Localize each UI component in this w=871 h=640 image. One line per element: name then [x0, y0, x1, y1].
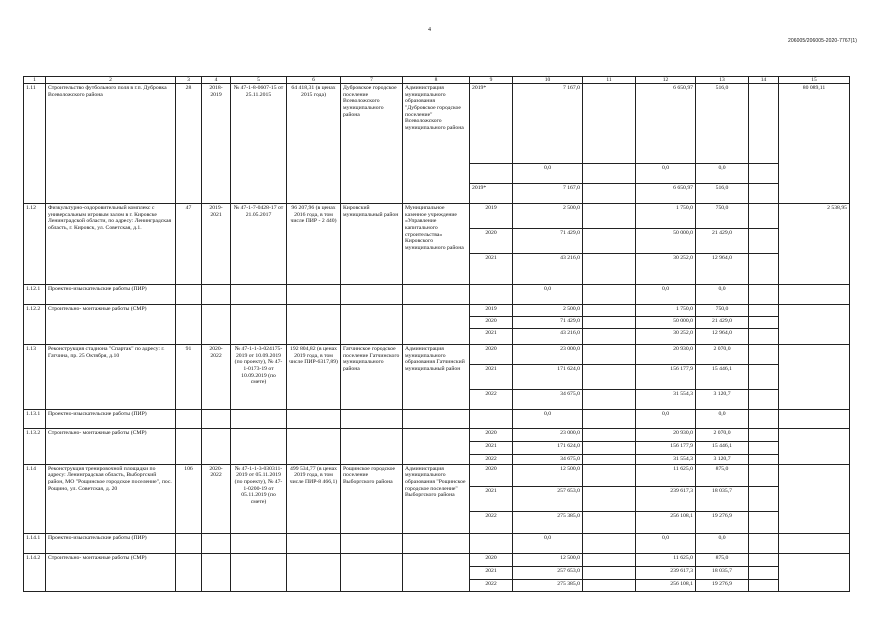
table-cell: 0,0 [636, 285, 696, 305]
table-cell: 2022 [470, 511, 513, 533]
table-cell [202, 285, 231, 305]
table-cell: 18 035,7 [696, 486, 749, 511]
table-cell: 171 624,0 [513, 365, 583, 390]
table-cell: 2020 [470, 345, 513, 365]
column-number: 13 [696, 77, 749, 84]
table-cell: Строительство футбольного поля в г.п. Дубровка Всеволожского района [46, 84, 176, 204]
table-cell: Реконструкция стадиона "Спартак" по адресу: г. Гатчина, пр. 25 Октября, д.10 [46, 345, 176, 410]
table-cell: 156 177,9 [636, 365, 696, 390]
table-cell [749, 164, 779, 184]
table-cell: 239 617,3 [636, 486, 696, 511]
column-number: 4 [202, 77, 231, 84]
table-cell: 1.12.1 [24, 285, 46, 305]
table-cell: 6 650,97 [636, 84, 696, 164]
table-cell: 2020-2022 [202, 464, 231, 533]
table-cell [583, 566, 636, 579]
table-cell: Проектно-изыскательские работы (ПИР) [46, 533, 176, 553]
table-cell [583, 410, 636, 429]
table-cell: 1.14.2 [24, 553, 46, 591]
table-cell [583, 464, 636, 486]
table-cell: 2019-2021 [202, 204, 231, 285]
table-cell: 47 [176, 204, 202, 285]
table-cell: 2020-2022 [202, 345, 231, 410]
table-cell: 23 000,0 [513, 345, 583, 365]
table-cell: 1.14.1 [24, 533, 46, 553]
table-cell: 1.11 [24, 84, 46, 204]
table-cell: 2 500,0 [513, 204, 583, 229]
column-number: 11 [583, 77, 636, 84]
table-cell: Проектно-изыскательские работы (ПИР) [46, 410, 176, 429]
table-cell: 50 000,0 [636, 317, 696, 329]
table-cell [202, 410, 231, 429]
table-cell: 21 429,0 [696, 317, 749, 329]
table-cell [341, 553, 403, 591]
table-cell: 192 804,82 (в ценах 2019 года, в том числе ПИР-6317,89) [287, 345, 341, 410]
table-cell: 275 385,0 [513, 511, 583, 533]
table-cell [749, 579, 779, 591]
table-cell [176, 285, 202, 305]
table-cell [176, 553, 202, 591]
table-cell: Строительно- монтажные работы (СМР) [46, 305, 176, 345]
table-cell [779, 464, 850, 533]
table-cell [779, 345, 850, 410]
table-cell [749, 285, 779, 305]
table-cell: 30 252,0 [636, 329, 696, 345]
table-cell [749, 566, 779, 579]
table-cell: 2020 [470, 229, 513, 254]
table-cell [749, 553, 779, 566]
table-cell [749, 410, 779, 429]
table-row [24, 285, 850, 305]
table-row [24, 464, 850, 486]
table-cell [779, 285, 850, 305]
table-cell: 499 534,77 (в ценах 2019 года, в том числе ПИР-8 466,1) [287, 464, 341, 533]
table-cell [202, 429, 231, 465]
table-cell [583, 553, 636, 566]
table-cell: 2 538,95 [779, 204, 850, 285]
table-cell [287, 285, 341, 305]
table-cell: 0,0 [636, 164, 696, 184]
table-cell: 19 276,9 [696, 511, 749, 533]
table-cell: 2021 [470, 329, 513, 345]
table-cell: 80 089,11 [779, 84, 850, 204]
table-cell [231, 533, 287, 553]
table-cell: Администрация муниципального образования "Рощинское городское поселение" Выборгского района [403, 464, 470, 533]
table-cell: 30 252,0 [636, 254, 696, 285]
table-cell: 1.12.2 [24, 305, 46, 345]
table-cell [779, 553, 850, 591]
column-number: 14 [749, 77, 779, 84]
table-cell [749, 345, 779, 365]
page-number: 4 [428, 27, 431, 33]
table-cell [749, 317, 779, 329]
table-cell [583, 285, 636, 305]
table-cell [341, 285, 403, 305]
table-cell [749, 254, 779, 285]
table-cell [749, 305, 779, 317]
table-row [24, 533, 850, 553]
table-cell: 2019 [470, 204, 513, 229]
table-cell: 12 964,0 [696, 329, 749, 345]
table-cell [403, 410, 470, 429]
table-cell: 18 035,7 [696, 566, 749, 579]
table-cell [583, 390, 636, 410]
table-cell: 2018-2019 [202, 84, 231, 204]
table-cell [583, 455, 636, 465]
table-cell [583, 184, 636, 204]
table-cell: 19 276,9 [696, 579, 749, 591]
table-cell [749, 533, 779, 553]
table-cell [231, 305, 287, 345]
column-number: 7 [341, 77, 403, 84]
column-number: 12 [636, 77, 696, 84]
table-cell [749, 455, 779, 465]
table-cell [287, 553, 341, 591]
program-table [23, 76, 850, 592]
table-cell [749, 486, 779, 511]
column-number: 10 [513, 77, 583, 84]
table-cell [583, 486, 636, 511]
table-cell [749, 464, 779, 486]
table-cell [287, 305, 341, 345]
table-cell [202, 533, 231, 553]
column-number: 6 [287, 77, 341, 84]
table-cell: 516,0 [696, 84, 749, 164]
table-row [24, 204, 850, 229]
table-cell [583, 84, 636, 164]
table-cell [287, 429, 341, 465]
table-cell: 0,0 [696, 410, 749, 429]
table-cell [341, 410, 403, 429]
table-cell [176, 429, 202, 465]
table-cell: 257 653,0 [513, 486, 583, 511]
table-cell: 15 446,1 [696, 365, 749, 390]
table-cell: 2 070,0 [696, 429, 749, 442]
table-cell [583, 511, 636, 533]
table-cell [470, 285, 513, 305]
table-cell: 2022 [470, 579, 513, 591]
table-cell: 21 429,0 [696, 229, 749, 254]
table-cell: 256 108,1 [636, 511, 696, 533]
table-cell: 1.13.1 [24, 410, 46, 429]
table-cell: 2020 [470, 553, 513, 566]
table-cell [583, 317, 636, 329]
table-cell [583, 229, 636, 254]
table-cell [470, 410, 513, 429]
table-cell [231, 429, 287, 465]
table-cell [583, 442, 636, 455]
table-cell: 2019* [470, 184, 513, 204]
table-cell [341, 533, 403, 553]
column-number: 1 [24, 77, 46, 84]
table-cell [341, 305, 403, 345]
table-cell: 875,0 [696, 553, 749, 566]
table-cell: 43 216,0 [513, 254, 583, 285]
table-cell: 2019 [470, 305, 513, 317]
table-cell: 12 964,0 [696, 254, 749, 285]
table-cell [583, 329, 636, 345]
table-cell [231, 553, 287, 591]
table-cell [176, 305, 202, 345]
table-cell: 43 216,0 [513, 329, 583, 345]
table-cell [583, 254, 636, 285]
table-cell: 28 [176, 84, 202, 204]
table-cell [583, 579, 636, 591]
table-cell: 1.13 [24, 345, 46, 410]
table-cell [749, 429, 779, 442]
table-cell [287, 533, 341, 553]
table-cell [176, 410, 202, 429]
table-cell: 12 500,0 [513, 464, 583, 486]
table-cell [231, 410, 287, 429]
table-row [24, 345, 850, 365]
table-cell [583, 429, 636, 442]
table-cell: 1 750,0 [636, 204, 696, 229]
table-cell: 34 675,0 [513, 455, 583, 465]
table-cell: 750,0 [696, 204, 749, 229]
table-cell [749, 511, 779, 533]
table-cell: Рощинское городское поселение Выборгского района [341, 464, 403, 533]
table-cell: 2021 [470, 442, 513, 455]
table-cell: 1.12 [24, 204, 46, 285]
table-cell [231, 285, 287, 305]
table-cell [583, 164, 636, 184]
table-cell: 2020 [470, 429, 513, 442]
table-row [24, 429, 850, 442]
table-cell: 516,0 [696, 184, 749, 204]
column-number-row [24, 77, 850, 84]
table-body [24, 77, 850, 592]
table-cell: 12 500,0 [513, 553, 583, 566]
table-cell: 275 385,0 [513, 579, 583, 591]
table-cell: 96 207,96 (в ценах 2016 года, в том числе ПИР - 2 440) [287, 204, 341, 285]
table-cell: 2 500,0 [513, 305, 583, 317]
table-cell: 0,0 [636, 410, 696, 429]
table-cell: 20 930,0 [636, 429, 696, 442]
table-row [24, 410, 850, 429]
table-cell: Проектно-изыскательские работы (ПИР) [46, 285, 176, 305]
table-cell: 0,0 [513, 410, 583, 429]
table-cell: Муниципальное казенное учреждение «Управление капитального строительства» Кировского муниципального района [403, 204, 470, 285]
table-cell: 2022 [470, 455, 513, 465]
table-row [24, 305, 850, 317]
table-row [24, 553, 850, 566]
document-id: 206005/206005-2020-7767(1) [787, 38, 857, 44]
column-number: 5 [231, 77, 287, 84]
table-cell: 750,0 [696, 305, 749, 317]
table-cell: 2019* [470, 84, 513, 164]
table-cell: 11 625,0 [636, 464, 696, 486]
table-cell: 2 070,0 [696, 345, 749, 365]
column-number: 3 [176, 77, 202, 84]
table-cell: 0,0 [636, 533, 696, 553]
table-cell: 0,0 [513, 164, 583, 184]
table-cell [176, 533, 202, 553]
column-number: 8 [403, 77, 470, 84]
column-number: 9 [470, 77, 513, 84]
table-cell: № 47-1-1-3-030311-2019 от 05.11.2019 (по проекту), № 47-1-0200-19 от 05.11.2019 (по смете) [231, 464, 287, 533]
table-cell [341, 429, 403, 465]
table-cell: Дубровское городское поселение Всеволожского муниципального района [341, 84, 403, 204]
table-cell: 31 554,3 [636, 455, 696, 465]
table-cell: 1.13.2 [24, 429, 46, 465]
table-cell [583, 204, 636, 229]
table-cell: 156 177,9 [636, 442, 696, 455]
table-cell: Строительно- монтажные работы (СМР) [46, 553, 176, 591]
table-cell: № 47-1-8-0607-15 от 25.11.2015 [231, 84, 287, 204]
table-cell [749, 204, 779, 229]
table-cell [749, 365, 779, 390]
table-cell [403, 533, 470, 553]
column-number: 2 [46, 77, 176, 84]
table-cell: 3 120,7 [696, 390, 749, 410]
table-cell [202, 305, 231, 345]
table-cell [583, 365, 636, 390]
table-cell: Физкультурно-оздоровительный комплекс с универсальным игровым залом в г. Кировске Ленинградской области, по адресу: Ленинградская область, г. Кировск, ул. Советская, д.1. [46, 204, 176, 285]
table-cell [403, 429, 470, 465]
table-cell [779, 410, 850, 429]
table-cell [749, 329, 779, 345]
table-cell: 31 554,3 [636, 390, 696, 410]
table-cell [470, 533, 513, 553]
table-cell [749, 84, 779, 164]
table-cell: 20 930,0 [636, 345, 696, 365]
table-row [24, 84, 850, 164]
table-cell: 257 653,0 [513, 566, 583, 579]
table-cell: 2020 [470, 464, 513, 486]
table-cell [779, 429, 850, 465]
table-cell: 0,0 [696, 164, 749, 184]
table-cell: Администрация муниципального образования "Дубровское городское поселение" Всеволожского муниципального района [403, 84, 470, 204]
column-number: 15 [779, 77, 850, 84]
table-cell: 171 624,0 [513, 442, 583, 455]
table-cell [749, 229, 779, 254]
table-cell: 23 000,0 [513, 429, 583, 442]
table-cell: 2021 [470, 486, 513, 511]
table-cell [470, 164, 513, 184]
table-cell: 0,0 [513, 533, 583, 553]
table-cell [403, 305, 470, 345]
table-cell: Реконструкция тренировочной площадки по адресу: Ленинградская область, Выборгский район, МО "Рощинское городское поселение", пос. Рощино, ул. Советская, д. 20 [46, 464, 176, 533]
table-cell [403, 285, 470, 305]
table-cell: № 47-1-7-0428-17 от 21.05.2017 [231, 204, 287, 285]
table-cell: 3 120,7 [696, 455, 749, 465]
table-cell: 0,0 [696, 533, 749, 553]
table-cell [583, 305, 636, 317]
table-cell: 15 446,1 [696, 442, 749, 455]
table-cell: 239 617,3 [636, 566, 696, 579]
table-cell: 6 650,97 [636, 184, 696, 204]
table-cell [749, 442, 779, 455]
table-cell: 71 429,0 [513, 229, 583, 254]
table-cell: 71 429,0 [513, 317, 583, 329]
table-cell: 7 167,0 [513, 184, 583, 204]
table-cell [583, 533, 636, 553]
table-cell: Строительно- монтажные работы (СМР) [46, 429, 176, 465]
table-cell [779, 305, 850, 345]
table-cell [749, 390, 779, 410]
table-cell: 91 [176, 345, 202, 410]
table-cell: 1.14 [24, 464, 46, 533]
table-cell: № 47-1-1-3-024175-2019 от 10.09.2019 (по проекту), № 47-1-0173-19 от 10.09.2019 (по смете) [231, 345, 287, 410]
table-cell [202, 553, 231, 591]
table-cell: 2021 [470, 365, 513, 390]
table-cell: Администрация муниципального образования Гатчинский муниципальный район [403, 345, 470, 410]
table-cell: 2021 [470, 254, 513, 285]
table-cell [403, 553, 470, 591]
table-cell [583, 345, 636, 365]
table-cell: 50 000,0 [636, 229, 696, 254]
table-cell: 2022 [470, 390, 513, 410]
table-cell [749, 184, 779, 204]
table-cell: 11 625,0 [636, 553, 696, 566]
table-cell: 0,0 [513, 285, 583, 305]
table-cell: 875,0 [696, 464, 749, 486]
table-cell: 106 [176, 464, 202, 533]
table-cell: Кировский муниципальный район [341, 204, 403, 285]
table-cell: 34 675,0 [513, 390, 583, 410]
table-cell: 64 418,31 (в ценах 2015 года) [287, 84, 341, 204]
table-cell [287, 410, 341, 429]
table-cell: 2021 [470, 566, 513, 579]
table-cell: 256 108,1 [636, 579, 696, 591]
table-cell: Гатчинское городское поселение Гатчинского муниципального района [341, 345, 403, 410]
table-cell: 7 167,0 [513, 84, 583, 164]
table-cell [779, 533, 850, 553]
table-cell: 0,0 [696, 285, 749, 305]
table-cell: 1 750,0 [636, 305, 696, 317]
table-cell: 2020 [470, 317, 513, 329]
